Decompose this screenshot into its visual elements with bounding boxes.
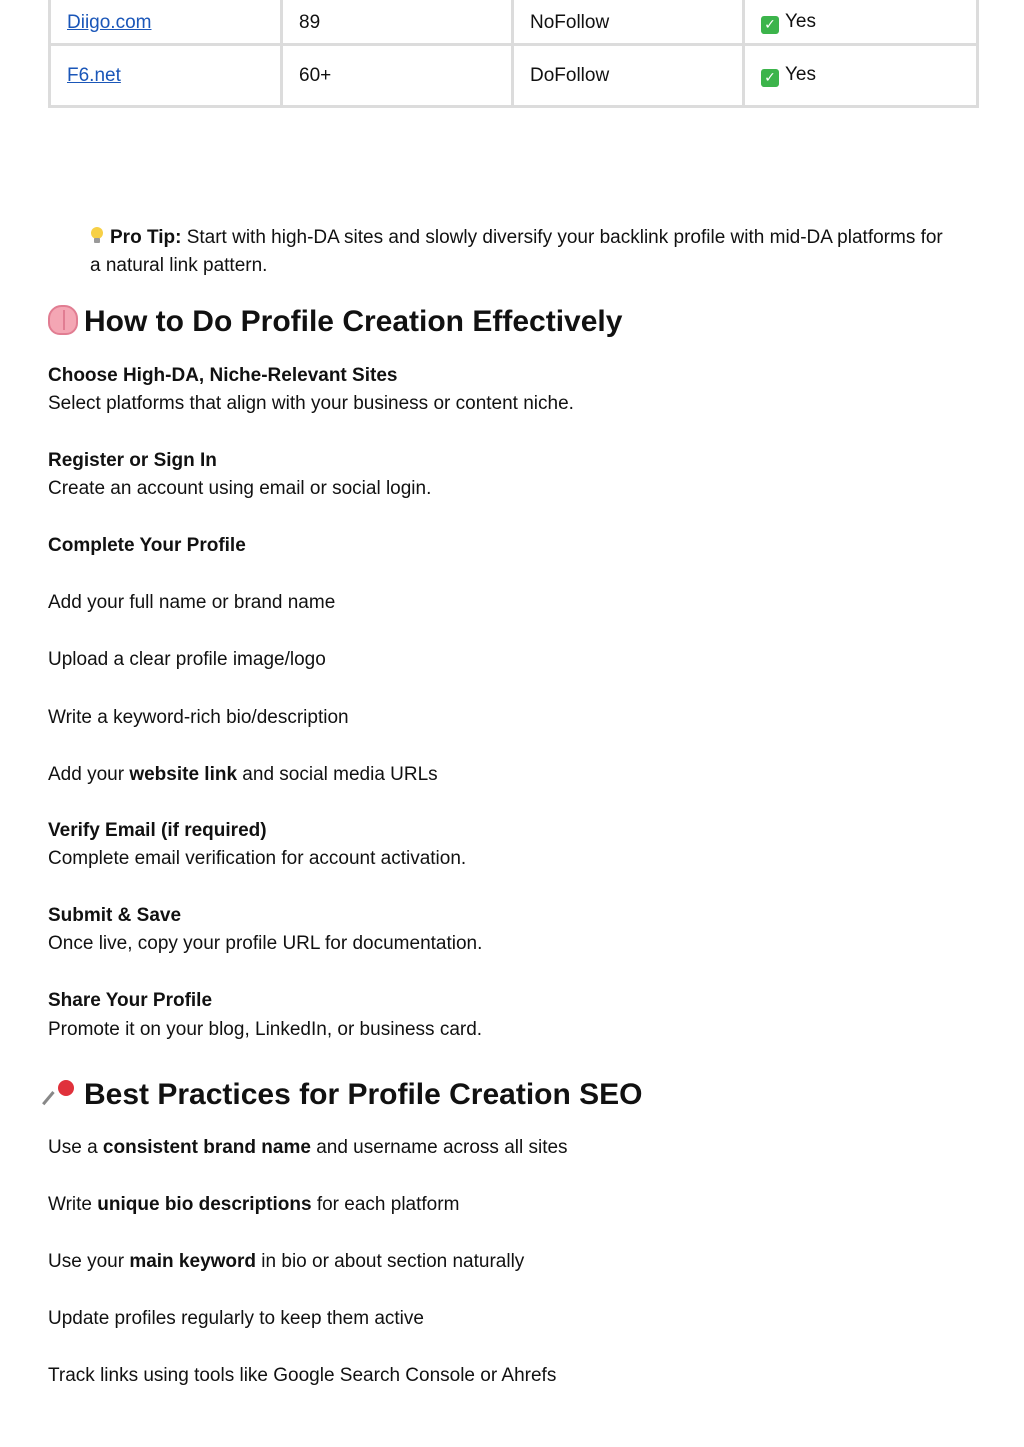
pro-tip-label: Pro Tip: [110,227,182,248]
step-heading: Choose High-DA, Niche-Relevant Sites [48,365,398,386]
step-description: Select platforms that align with your business or content niche. [48,393,574,414]
step-heading: Share Your Profile [48,990,213,1011]
site-link-diigo[interactable]: Diigo.com [67,11,152,33]
step-description: Complete email verification for account activation. [48,848,467,869]
list-item: Use a consistent brand name and username across all sites [48,1137,568,1158]
step-description: Create an account using email or social login. [48,478,432,499]
table-row [50,0,978,45]
list-item: Add your website link and social media URLs [48,764,438,785]
table-cell-free: Yes [785,11,816,32]
list-item: Upload a clear profile image/logo [48,649,326,670]
step-heading: Verify Email (if required) [48,820,267,841]
step-description: Promote it on your blog, LinkedIn, or business card. [48,1019,483,1040]
table-cell-da: 60+ [282,45,513,107]
section-heading-best-practices: Best Practices for Profile Creation SEO [48,1075,643,1115]
table-cell-link-type: DoFollow [513,45,744,107]
section-heading-how-to: How to Do Profile Creation Effectively [48,302,622,342]
step-heading: Register or Sign In [48,450,217,471]
check-icon: ✓ [761,69,779,87]
pro-tip [90,224,950,280]
list-item: Add your full name or brand name [48,592,336,613]
table-cell-link-type: NoFollow [513,0,744,45]
backlink-sites-table [48,0,979,108]
table-cell-free: Yes [785,64,816,85]
list-item: Update profiles regularly to keep them active [48,1308,424,1329]
list-item: Write a keyword-rich bio/description [48,707,349,728]
table-row [50,45,978,107]
table-cell-da: 89 [282,0,513,45]
pro-tip-text: Start with high-DA sites and slowly diversify your backlink profile with mid-DA platforms for a natural link pattern. [90,227,943,276]
step-heading: Complete Your Profile [48,535,246,556]
brain-icon [48,305,78,335]
list-item: Track links using tools like Google Search Console or Ahrefs [48,1365,557,1386]
step-heading: Submit & Save [48,905,182,926]
site-link-f6[interactable]: F6.net [67,64,121,86]
list-item: Use your main keyword in bio or about section naturally [48,1251,525,1272]
check-icon: ✓ [761,16,779,34]
step-description: Once live, copy your profile URL for documentation. [48,933,483,954]
lightbulb-icon [90,227,104,245]
pushpin-icon [48,1078,78,1108]
list-item: Write unique bio descriptions for each platform [48,1194,460,1215]
